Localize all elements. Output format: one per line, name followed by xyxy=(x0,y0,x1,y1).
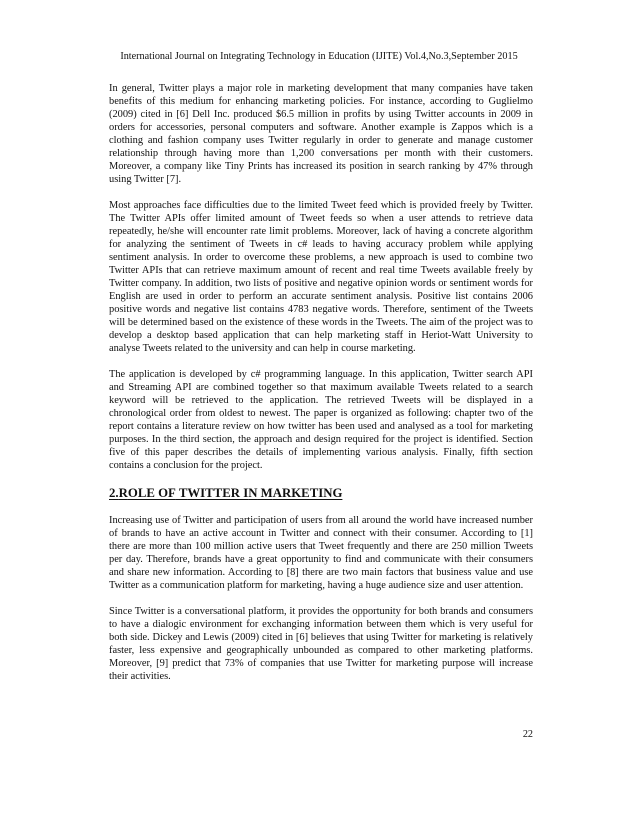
section-title-arketing: ARKETING xyxy=(272,486,343,500)
section-title-m: M xyxy=(257,486,273,500)
section-title-witter: WITTER xyxy=(187,486,240,500)
section-title-t: T xyxy=(175,486,188,500)
intro-paragraph-3: The application is developed by c# programming language. In this application, Twitter search API and Streaming API are combined together so that maximum available Tweets related to a search keyword will be retrieved to the application. The retrieved Tweets will be displayed in a chronological order from oldest to newest. The paper is organized as following: chapter two of the report contains a literature review on how twitter has been used and analysed as a tool for marketing purposes. In the third section, the approach and design required for the project is identified. Section five of this paper describes the details of implementing various analysis. Finally, fifth section contains a conclusion for the project. xyxy=(109,369,533,471)
page-number: 22 xyxy=(522,729,533,740)
section-title-n: N xyxy=(248,486,258,500)
running-header: International Journal on Integrating Technology in Education (IJITE) Vol.4,No.3,September 2015 xyxy=(120,51,518,62)
intro-paragraph-1: In general, Twitter plays a major role in marketing development that many companies have taken benefits of this medium for enhancing marketing policies. For instance, according to Guglielmo (2009) cited in [6] Dell Inc. produced $6.5 million in profits by using Twitter accounts in 2009 in orders for accessories, personal computers and software. Another example is Zappos which is a clothing and fashion company uses Twitter regularly in order to generate and manage customer relationship through having more than 1,200 conversations per month with their customers. Moreover, a company like Tiny Prints has increased its position in search ranking by 47% through using Twitter [7]. xyxy=(109,83,533,185)
article-body xyxy=(109,82,533,696)
section-title-i: I xyxy=(240,486,249,500)
section-number: 2. xyxy=(109,486,119,500)
section2-paragraph-2: Since Twitter is a conversational platform, it provides the opportunity for both brands and consumers to have a dialogic environment for exchanging information between them which is very useful for both side. Dickey and Lewis (2009) cited in [6] believes that using Twitter for marketing is relatively faster, less expensive and geographically unbounded as compared to other marketing platforms. Moreover, [9] predict that 73% of companies that use Twitter for marketing purpose will increase their activities. xyxy=(109,606,533,682)
section-title-ole-of: OLE OF xyxy=(127,486,176,500)
section2-paragraph-1: Increasing use of Twitter and participation of users from all around the world have increased number of brands to have an active account in Twitter and connect with their consumer. According to [1] there are more than 100 million active users that Tweet frequently and there are 250 million Tweets per day. Therefore, brands have a great opportunity to find and communicate with their consumers and share new information. According to [8] there are two main factors that business value and use Twitter as a communication platform for marketing, having a huge audience size and user attention. xyxy=(109,515,533,591)
section-heading-role-of-twitter xyxy=(109,485,533,501)
section-title-r: R xyxy=(118,486,128,500)
intro-paragraph-2: Most approaches face difficulties due to the limited Tweet feed which is provided freely by Twitter. The Twitter APIs offer limited amount of Tweet feeds so when a user attends to retrieve data repeatedly, he/she will encounter rate limit problems. Moreover, lack of having a concrete algorithm for analyzing the sentiment of Tweets in c# leads to having accuracy problem while applying sentiment analysis. In order to overcome these problems, a new approach is used to combine two Twitter APIs that can retrieve maximum amount of recent and real time Tweets available freely by Twitter company. In addition, two lists of positive and negative opinion words or sentiment words for English are used in order to perform an accurate sentiment analysis. Positive list contains 2006 positive words and negative list contains 4783 negative words. Therefore, sentiment of the Tweets will be determined based on the existence of these words in the Tweets. The aim of the project was to develop a desktop based application that can help marketing staff in Heriot-Watt University to analyse Tweets related to the university and can help in course marketing. xyxy=(109,200,533,354)
